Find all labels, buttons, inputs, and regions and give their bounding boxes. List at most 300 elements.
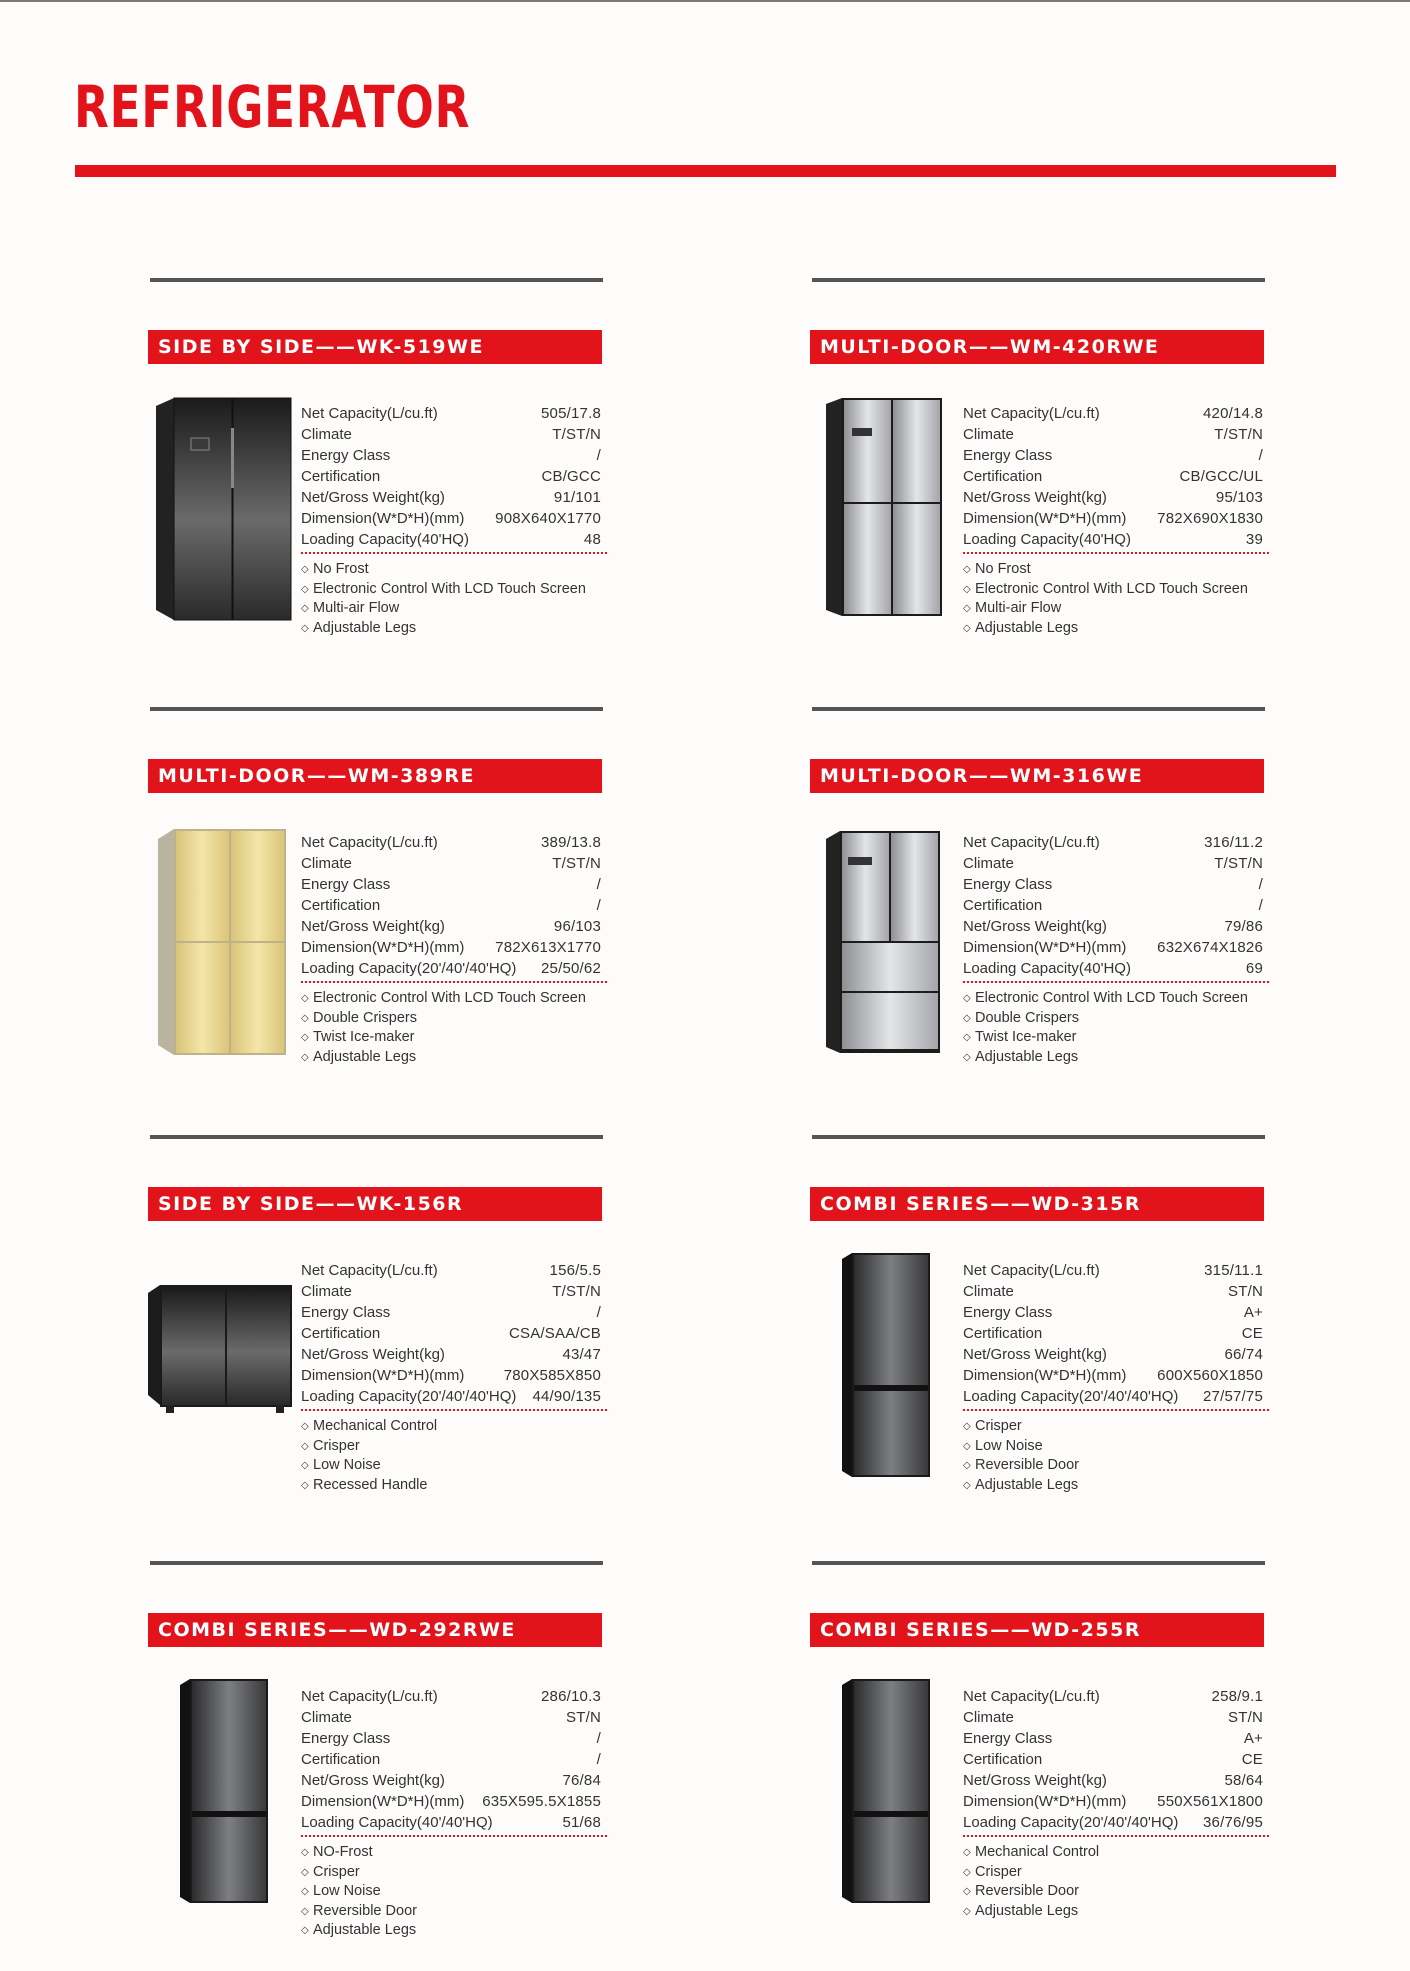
- spec-row-capacity: [963, 832, 1263, 853]
- spec-value: 43/47: [562, 1346, 601, 1363]
- spec-label: Climate: [963, 1283, 1014, 1300]
- feature-item: [301, 1476, 601, 1496]
- spec-label: Energy Class: [301, 1730, 391, 1747]
- diamond-bullet-icon: ◇: [963, 564, 971, 575]
- spec-label: Climate: [301, 1709, 352, 1726]
- spec-label: Climate: [301, 426, 352, 443]
- spec-label: Energy Class: [963, 1730, 1053, 1747]
- diamond-bullet-icon: ◇: [301, 993, 309, 1004]
- spec-value: 51/68: [562, 1814, 601, 1831]
- spec-value: /: [596, 1730, 601, 1747]
- diamond-bullet-icon: ◇: [301, 1479, 309, 1491]
- feature-item: [963, 1417, 1263, 1437]
- feature-text: Double Crispers: [975, 1009, 1079, 1026]
- spec-row-loading: [301, 958, 601, 979]
- spec-row-dimension: [963, 937, 1263, 958]
- title-underline: [75, 165, 1336, 177]
- product-title: COMBI SERIES——WD-315R: [810, 1187, 1264, 1221]
- spec-row-capacity: [301, 1260, 601, 1281]
- spec-row-certification: [301, 1749, 601, 1770]
- spec-value: 95/103: [1215, 489, 1263, 506]
- spec-value: 156/5.5: [549, 1262, 601, 1279]
- dotted-divider: [963, 1835, 1269, 1837]
- product-card: [812, 278, 1267, 688]
- spec-value: 782X613X1770: [495, 939, 601, 956]
- spec-label: Loading Capacity(40'HQ): [963, 960, 1131, 977]
- spec-value: 44/90/135: [532, 1388, 601, 1405]
- feature-item: [301, 1048, 601, 1068]
- feature-item: [963, 1843, 1263, 1863]
- spec-value: /: [1258, 447, 1263, 464]
- spec-label: Net/Gross Weight(kg): [301, 1772, 445, 1789]
- feature-text: Twist Ice-maker: [975, 1029, 1077, 1045]
- diamond-bullet-icon: ◇: [301, 1051, 309, 1063]
- product-card: [812, 707, 1267, 1117]
- spec-value: T/ST/N: [552, 855, 601, 872]
- spec-label: Net Capacity(L/cu.ft): [301, 1688, 438, 1705]
- product-card: [150, 278, 605, 688]
- spec-table: [963, 1686, 1263, 1921]
- diamond-bullet-icon: ◇: [963, 1440, 971, 1452]
- diamond-bullet-icon: ◇: [301, 1925, 309, 1936]
- spec-value: CE: [1241, 1751, 1263, 1768]
- section-rule: [150, 1135, 603, 1139]
- section-rule: [812, 1561, 1265, 1565]
- feature-item: [301, 619, 601, 639]
- feature-item: [963, 1902, 1263, 1922]
- spec-row-weight: [301, 1770, 601, 1791]
- feature-item: [301, 1417, 601, 1437]
- diamond-bullet-icon: ◇: [301, 1905, 309, 1917]
- spec-table: [301, 1260, 601, 1495]
- spec-value: 315/11.1: [1204, 1262, 1263, 1279]
- spec-label: Energy Class: [963, 876, 1053, 893]
- feature-item: [301, 1009, 601, 1029]
- french-door-drawer-fridge-image: [808, 817, 958, 1062]
- feature-item: [963, 1456, 1263, 1476]
- diamond-bullet-icon: ◇: [963, 622, 971, 634]
- spec-row-certification: [963, 466, 1263, 487]
- feature-text: Electronic Control With LCD Touch Screen: [975, 580, 1248, 597]
- spec-label: Dimension(W*D*H)(mm): [963, 939, 1127, 956]
- spec-value: 66/74: [1224, 1346, 1263, 1363]
- product-title: COMBI SERIES——WD-255R: [810, 1613, 1264, 1647]
- combi-fridge-image: [808, 1245, 958, 1490]
- spec-label: Net Capacity(L/cu.ft): [301, 834, 438, 851]
- spec-row-climate: [301, 424, 601, 445]
- spec-value: T/ST/N: [552, 426, 601, 443]
- feature-text: Multi-air Flow: [313, 600, 400, 616]
- dotted-divider: [301, 1835, 607, 1837]
- product-card: [812, 1561, 1267, 1971]
- spec-label: Certification: [301, 1325, 381, 1342]
- diamond-bullet-icon: ◇: [301, 583, 309, 595]
- spec-row-weight: [963, 487, 1263, 508]
- diamond-bullet-icon: ◇: [301, 1421, 309, 1432]
- feature-item: [301, 1843, 601, 1863]
- spec-value: 25/50/62: [541, 960, 601, 977]
- spec-value: 39: [1245, 531, 1263, 548]
- feature-item: [301, 1921, 601, 1941]
- feature-item: [963, 1476, 1263, 1496]
- spec-value: /: [596, 876, 601, 893]
- feature-text: Adjustable Legs: [313, 1922, 417, 1938]
- feature-item: [301, 560, 601, 580]
- product-title: COMBI SERIES——WD-292RWE: [148, 1613, 602, 1647]
- section-rule: [812, 707, 1265, 711]
- feature-text: Electronic Control With LCD Touch Screen: [975, 990, 1248, 1006]
- spec-label: Net/Gross Weight(kg): [963, 1772, 1107, 1789]
- spec-value: CSA/SAA/CB: [508, 1325, 601, 1342]
- spec-value: 258/9.1: [1211, 1688, 1263, 1705]
- spec-table: [963, 1260, 1263, 1495]
- dotted-divider: [301, 1409, 607, 1411]
- spec-table: [301, 832, 601, 1067]
- feature-text: Double Crispers: [313, 1009, 417, 1026]
- feature-item: [301, 1882, 601, 1902]
- spec-value: CE: [1241, 1325, 1263, 1342]
- spec-table: [963, 403, 1263, 638]
- product-card: [150, 1135, 605, 1545]
- product-title: MULTI-DOOR——WM-420RWE: [810, 330, 1264, 364]
- spec-row-climate: [301, 1707, 601, 1728]
- diamond-bullet-icon: ◇: [963, 583, 971, 595]
- feature-text: Low Noise: [313, 1457, 381, 1473]
- feature-item: [301, 599, 601, 619]
- spec-value: 36/76/95: [1203, 1814, 1263, 1831]
- diamond-bullet-icon: ◇: [301, 603, 309, 614]
- spec-row-weight: [963, 916, 1263, 937]
- product-card: [150, 707, 605, 1117]
- spec-label: Loading Capacity(20'/40'/40'HQ): [301, 960, 517, 977]
- spec-row-capacity: [301, 403, 601, 424]
- spec-row-dimension: [301, 937, 601, 958]
- spec-label: Energy Class: [301, 1304, 391, 1321]
- diamond-bullet-icon: ◇: [963, 1460, 971, 1471]
- spec-value: 76/84: [562, 1772, 601, 1789]
- spec-label: Energy Class: [301, 447, 391, 464]
- spec-row-climate: [963, 424, 1263, 445]
- feature-item: [963, 1863, 1263, 1883]
- spec-row-energy: [963, 874, 1263, 895]
- spec-row-loading: [963, 1386, 1263, 1407]
- spec-value: 79/86: [1224, 918, 1263, 935]
- combi-fridge-image: [146, 1671, 296, 1916]
- spec-label: Net/Gross Weight(kg): [301, 918, 445, 935]
- spec-value: 96/103: [553, 918, 601, 935]
- spec-value: /: [596, 1304, 601, 1321]
- four-door-silver-fridge-image: [808, 388, 958, 633]
- spec-row-weight: [963, 1344, 1263, 1365]
- spec-value: 632X674X1826: [1157, 939, 1263, 956]
- spec-value: 420/14.8: [1203, 405, 1263, 422]
- feature-text: Crisper: [313, 1863, 360, 1880]
- section-rule: [812, 278, 1265, 282]
- spec-label: Certification: [301, 897, 381, 914]
- spec-label: Climate: [301, 855, 352, 872]
- spec-value: /: [1258, 876, 1263, 893]
- spec-value: ST/N: [566, 1709, 601, 1726]
- spec-value: CB/GCC: [541, 468, 601, 485]
- dotted-divider: [963, 552, 1269, 554]
- feature-item: [301, 1028, 601, 1048]
- spec-row-certification: [963, 895, 1263, 916]
- spec-value: 600X560X1850: [1157, 1367, 1263, 1384]
- diamond-bullet-icon: ◇: [301, 1032, 309, 1043]
- spec-row-certification: [301, 895, 601, 916]
- feature-text: Crisper: [975, 1863, 1022, 1880]
- spec-row-loading: [963, 529, 1263, 550]
- feature-text: Reversible Door: [313, 1902, 417, 1919]
- feature-text: Mechanical Control: [313, 1418, 438, 1434]
- spec-label: Dimension(W*D*H)(mm): [301, 939, 465, 956]
- spec-row-weight: [301, 1344, 601, 1365]
- spec-label: Loading Capacity(20'/40'/40'HQ): [963, 1388, 1179, 1405]
- spec-value: /: [596, 897, 601, 914]
- spec-value: 69: [1245, 960, 1263, 977]
- spec-table: [301, 403, 601, 638]
- feature-text: Recessed Handle: [313, 1476, 428, 1493]
- side-by-side-dark-fridge-image: [146, 388, 296, 633]
- spec-row-climate: [301, 1281, 601, 1302]
- feature-text: Reversible Door: [975, 1457, 1079, 1473]
- spec-label: Certification: [963, 1751, 1043, 1768]
- spec-label: Energy Class: [301, 876, 391, 893]
- dotted-divider: [301, 981, 607, 983]
- spec-value: 389/13.8: [541, 834, 601, 851]
- feature-item: [301, 1456, 601, 1476]
- spec-label: Certification: [963, 897, 1043, 914]
- feature-item: [301, 989, 601, 1009]
- spec-value: T/ST/N: [1214, 426, 1263, 443]
- spec-label: Climate: [301, 1283, 352, 1300]
- diamond-bullet-icon: ◇: [963, 1479, 971, 1491]
- spec-row-capacity: [301, 832, 601, 853]
- spec-label: Dimension(W*D*H)(mm): [301, 1793, 465, 1810]
- spec-value: 550X561X1800: [1157, 1793, 1263, 1810]
- feature-text: Adjustable Legs: [975, 1476, 1079, 1493]
- spec-value: /: [596, 1751, 601, 1768]
- feature-text: Multi-air Flow: [975, 600, 1062, 616]
- spec-value: 27/57/75: [1203, 1388, 1263, 1405]
- spec-row-dimension: [963, 1791, 1263, 1812]
- feature-item: [963, 560, 1263, 580]
- spec-value: 908X640X1770: [495, 510, 601, 527]
- feature-text: Low Noise: [313, 1883, 381, 1899]
- spec-row-energy: [301, 445, 601, 466]
- feature-item: [963, 989, 1263, 1009]
- feature-text: Adjustable Legs: [975, 619, 1079, 636]
- spec-value: ST/N: [1228, 1709, 1263, 1726]
- feature-item: [963, 1028, 1263, 1048]
- diamond-bullet-icon: ◇: [301, 1886, 309, 1897]
- spec-row-dimension: [301, 1365, 601, 1386]
- spec-row-dimension: [963, 1365, 1263, 1386]
- section-rule: [150, 1561, 603, 1565]
- spec-label: Dimension(W*D*H)(mm): [963, 510, 1127, 527]
- feature-item: [301, 580, 601, 600]
- diamond-bullet-icon: ◇: [963, 1847, 971, 1858]
- spec-row-capacity: [963, 1260, 1263, 1281]
- spec-label: Certification: [301, 468, 381, 485]
- compact-side-by-side-fridge-image: [146, 1245, 296, 1490]
- feature-text: Reversible Door: [975, 1883, 1079, 1899]
- diamond-bullet-icon: ◇: [301, 1866, 309, 1878]
- spec-row-loading: [301, 1386, 601, 1407]
- feature-text: Low Noise: [975, 1437, 1043, 1454]
- spec-value: 505/17.8: [541, 405, 601, 422]
- spec-value: 635X595.5X1855: [482, 1793, 601, 1810]
- diamond-bullet-icon: ◇: [963, 1866, 971, 1878]
- spec-label: Loading Capacity(40'HQ): [963, 531, 1131, 548]
- spec-value: A+: [1243, 1730, 1263, 1747]
- spec-row-capacity: [301, 1686, 601, 1707]
- spec-label: Net Capacity(L/cu.ft): [963, 1262, 1100, 1279]
- spec-value: /: [596, 447, 601, 464]
- spec-value: 316/11.2: [1204, 834, 1263, 851]
- spec-row-loading: [301, 1812, 601, 1833]
- feature-text: Crisper: [313, 1437, 360, 1454]
- spec-row-dimension: [301, 508, 601, 529]
- combi-fridge-image: [808, 1671, 958, 1916]
- feature-text: Adjustable Legs: [975, 1902, 1079, 1919]
- spec-value: 780X585X850: [503, 1367, 601, 1384]
- spec-label: Certification: [963, 468, 1043, 485]
- feature-item: [963, 580, 1263, 600]
- feature-item: [963, 1437, 1263, 1457]
- spec-value: A+: [1243, 1304, 1263, 1321]
- spec-table: [963, 832, 1263, 1067]
- spec-label: Net Capacity(L/cu.ft): [301, 1262, 438, 1279]
- spec-value: /: [1258, 897, 1263, 914]
- spec-label: Dimension(W*D*H)(mm): [963, 1367, 1127, 1384]
- feature-item: [963, 599, 1263, 619]
- spec-label: Net Capacity(L/cu.ft): [963, 834, 1100, 851]
- dotted-divider: [301, 552, 607, 554]
- product-title: MULTI-DOOR——WM-389RE: [148, 759, 602, 793]
- diamond-bullet-icon: ◇: [963, 1032, 971, 1043]
- spec-row-dimension: [963, 508, 1263, 529]
- spec-label: Loading Capacity(40'/40'HQ): [301, 1814, 493, 1831]
- spec-value: 58/64: [1224, 1772, 1263, 1789]
- section-rule: [150, 278, 603, 282]
- spec-label: Energy Class: [963, 1304, 1053, 1321]
- spec-label: Net Capacity(L/cu.ft): [963, 1688, 1100, 1705]
- dotted-divider: [963, 1409, 1269, 1411]
- spec-label: Dimension(W*D*H)(mm): [963, 1793, 1127, 1810]
- spec-value: 91/101: [553, 489, 601, 506]
- spec-row-loading: [963, 1812, 1263, 1833]
- diamond-bullet-icon: ◇: [963, 993, 971, 1004]
- spec-table: [301, 1686, 601, 1941]
- spec-value: CB/GCC/UL: [1179, 468, 1263, 485]
- spec-label: Net/Gross Weight(kg): [963, 1346, 1107, 1363]
- feature-item: [963, 1009, 1263, 1029]
- diamond-bullet-icon: ◇: [301, 1460, 309, 1471]
- diamond-bullet-icon: ◇: [963, 603, 971, 614]
- spec-label: Certification: [301, 1751, 381, 1768]
- spec-row-weight: [301, 487, 601, 508]
- top-border: [0, 0, 1410, 2]
- feature-item: [301, 1437, 601, 1457]
- product-title: MULTI-DOOR——WM-316WE: [810, 759, 1264, 793]
- product-title: SIDE BY SIDE——WK-519WE: [148, 330, 602, 364]
- diamond-bullet-icon: ◇: [963, 1012, 971, 1024]
- spec-row-capacity: [963, 403, 1263, 424]
- spec-label: Climate: [963, 426, 1014, 443]
- diamond-bullet-icon: ◇: [963, 1905, 971, 1917]
- diamond-bullet-icon: ◇: [301, 1440, 309, 1452]
- spec-row-climate: [963, 1707, 1263, 1728]
- spec-row-climate: [963, 1281, 1263, 1302]
- feature-text: Adjustable Legs: [975, 1048, 1079, 1065]
- feature-text: NO-Frost: [313, 1844, 373, 1860]
- spec-label: Loading Capacity(20'/40'/40'HQ): [963, 1814, 1179, 1831]
- spec-label: Net/Gross Weight(kg): [301, 1346, 445, 1363]
- diamond-bullet-icon: ◇: [301, 1847, 309, 1858]
- spec-label: Dimension(W*D*H)(mm): [301, 1367, 465, 1384]
- spec-row-energy: [301, 1302, 601, 1323]
- section-rule: [150, 707, 603, 711]
- section-rule: [812, 1135, 1265, 1139]
- spec-value: 286/10.3: [541, 1688, 601, 1705]
- spec-row-energy: [963, 445, 1263, 466]
- product-card: [150, 1561, 605, 1971]
- spec-row-energy: [963, 1728, 1263, 1749]
- spec-row-climate: [963, 853, 1263, 874]
- feature-item: [963, 619, 1263, 639]
- spec-label: Net/Gross Weight(kg): [301, 489, 445, 506]
- spec-row-capacity: [963, 1686, 1263, 1707]
- spec-label: Loading Capacity(40'HQ): [301, 531, 469, 548]
- spec-row-weight: [963, 1770, 1263, 1791]
- spec-row-energy: [301, 874, 601, 895]
- feature-text: Electronic Control With LCD Touch Screen: [313, 580, 586, 597]
- diamond-bullet-icon: ◇: [963, 1051, 971, 1063]
- spec-label: Certification: [963, 1325, 1043, 1342]
- spec-label: Climate: [963, 1709, 1014, 1726]
- product-card: [812, 1135, 1267, 1545]
- dotted-divider: [963, 981, 1269, 983]
- spec-label: Energy Class: [963, 447, 1053, 464]
- feature-text: Twist Ice-maker: [313, 1029, 415, 1045]
- spec-row-certification: [301, 466, 601, 487]
- diamond-bullet-icon: ◇: [963, 1886, 971, 1897]
- spec-label: Net/Gross Weight(kg): [963, 489, 1107, 506]
- feature-text: No Frost: [313, 561, 369, 577]
- spec-row-certification: [963, 1323, 1263, 1344]
- spec-row-dimension: [301, 1791, 601, 1812]
- spec-label: Climate: [963, 855, 1014, 872]
- diamond-bullet-icon: ◇: [301, 564, 309, 575]
- spec-row-certification: [301, 1323, 601, 1344]
- four-door-gold-fridge-image: [146, 817, 296, 1062]
- product-title: SIDE BY SIDE——WK-156R: [148, 1187, 602, 1221]
- spec-value: ST/N: [1228, 1283, 1263, 1300]
- spec-value: T/ST/N: [1214, 855, 1263, 872]
- spec-value: 782X690X1830: [1157, 510, 1263, 527]
- feature-item: [963, 1048, 1263, 1068]
- spec-row-energy: [301, 1728, 601, 1749]
- spec-label: Net Capacity(L/cu.ft): [301, 405, 438, 422]
- spec-row-energy: [963, 1302, 1263, 1323]
- spec-label: Loading Capacity(20'/40'/40'HQ): [301, 1388, 517, 1405]
- spec-row-certification: [963, 1749, 1263, 1770]
- feature-text: Mechanical Control: [975, 1844, 1100, 1860]
- feature-text: Crisper: [975, 1418, 1022, 1434]
- diamond-bullet-icon: ◇: [301, 1012, 309, 1024]
- feature-text: Adjustable Legs: [313, 619, 417, 636]
